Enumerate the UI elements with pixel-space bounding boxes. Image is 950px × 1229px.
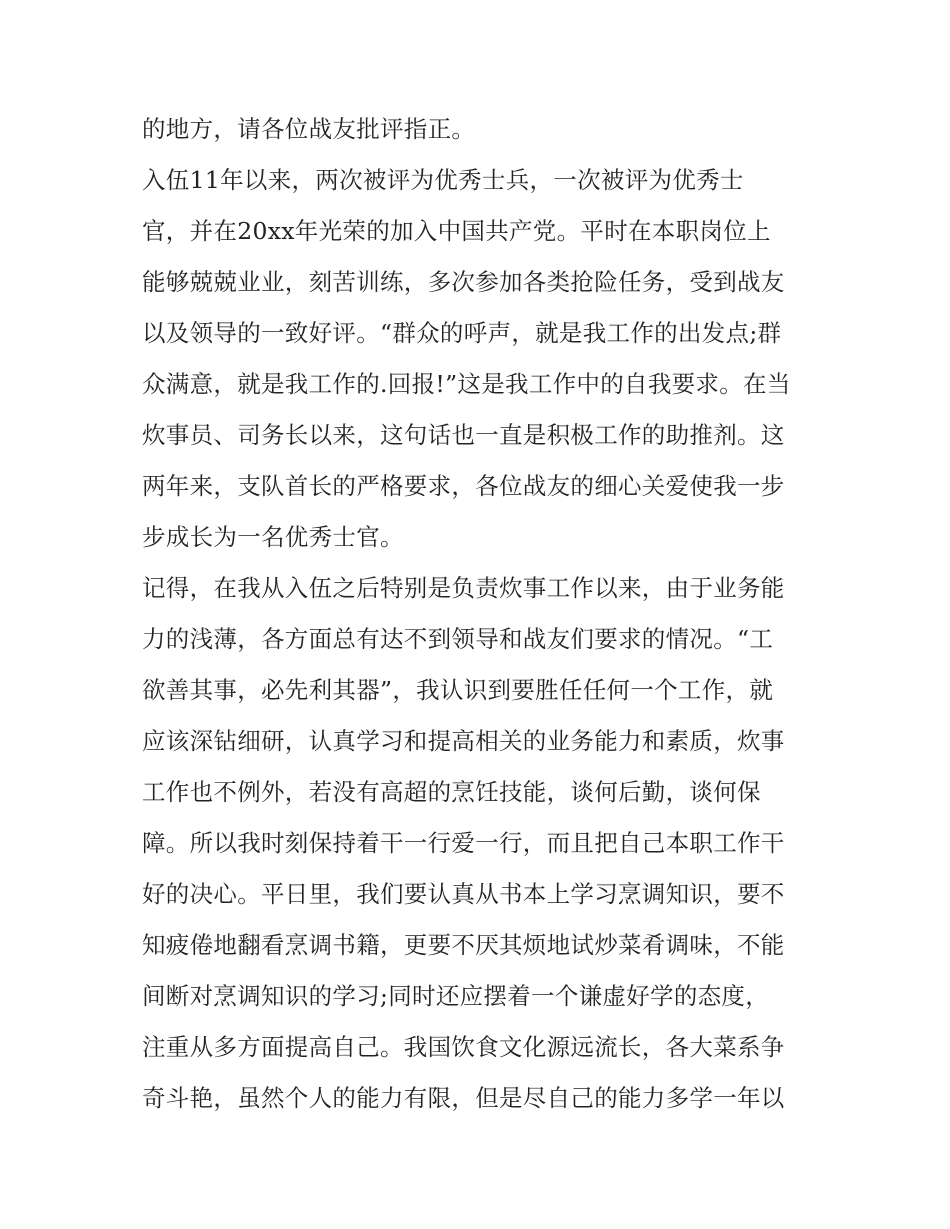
- text-line: 注重从多方面提高自己。我国饮食文化源远流长，各大菜系争: [142, 1033, 785, 1061]
- text-line: 步成长为一名优秀士官。: [142, 523, 404, 551]
- text-line: 众满意，就是我工作的.回报!”这是我工作中的自我要求。在当: [142, 370, 791, 398]
- text-line: 知疲倦地翻看烹调书籍，更要不厌其烦地试炒菜肴调味，不能: [142, 931, 785, 959]
- text-line: 障。所以我时刻保持着干一行爱一行，而且把自己本职工作干: [142, 829, 785, 857]
- text-line: 的地方，请各位战友批评指正。: [142, 115, 476, 143]
- text-line: 入伍11年以来，两次被评为优秀士兵，一次被评为优秀士: [142, 166, 744, 194]
- text-line: 力的浅薄，各方面总有达不到领导和战友们要求的情况。“工: [142, 625, 774, 653]
- text-line: 两年来，支队首长的严格要求，各位战友的细心关爱使我一步: [142, 472, 785, 500]
- text-line: 以及领导的一致好评。“群众的呼声，就是我工作的出发点;群: [142, 319, 782, 347]
- text-line: 官，并在20xx年光荣的加入中国共产党。平时在本职岗位上: [142, 217, 771, 245]
- text-line: 能够兢兢业业，刻苦训练，多次参加各类抢险任务，受到战友: [142, 268, 785, 296]
- text-line: 炊事员、司务长以来，这句话也一直是积极工作的助推剂。这: [142, 421, 785, 449]
- text-line: 欲善其事，必先利其器”，我认识到要胜任任何一个工作，就: [142, 676, 774, 704]
- text-line: 奇斗艳，虽然个人的能力有限，但是尽自己的能力多学一年以: [142, 1084, 785, 1112]
- text-line: 应该深钻细研，认真学习和提高相关的业务能力和素质，炊事: [142, 727, 785, 755]
- text-line: 间断对烹调知识的学习;同时还应摆着一个谦虚好学的态度，: [142, 982, 770, 1010]
- text-line: 记得，在我从入伍之后特别是负责炊事工作以来，由于业务能: [142, 574, 785, 602]
- text-line: 好的决心。平日里，我们要认真从书本上学习烹调知识，要不: [142, 880, 785, 908]
- text-line: 工作也不例外，若没有高超的烹饪技能，谈何后勤，谈何保: [142, 778, 761, 806]
